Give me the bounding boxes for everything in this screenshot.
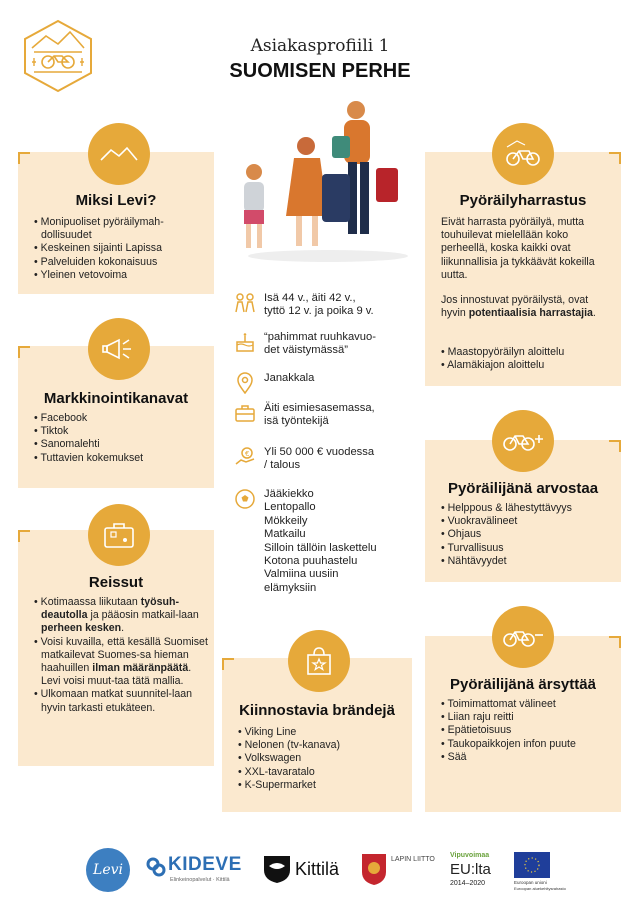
list-item: • Taukopaikkojen infon puute	[441, 738, 613, 751]
megaphone-icon	[101, 334, 137, 364]
fact-work	[234, 402, 414, 429]
list-item: • Nähtävyydet	[441, 555, 613, 568]
arsyttaa-list	[441, 698, 613, 764]
family-illustration	[228, 96, 418, 266]
list-item: • Vuokravälineet	[441, 515, 613, 528]
lapland-crest-icon	[360, 852, 388, 886]
list-item: • Sanomalehti	[34, 438, 206, 451]
page-title: Asiakasprofiili 1	[250, 36, 390, 56]
fact-family-text: Isä 44 v., äiti 42 v., tyttö 12 v. ja poika 9 v.	[264, 292, 374, 318]
list-item: • Facebook	[34, 412, 206, 425]
list-item: • Ulkomaan matkat suunnitel-laan hyvin tarkasti etukäteen.	[34, 688, 210, 714]
bike-minus-icon	[501, 625, 545, 649]
header-logo	[20, 18, 96, 94]
list-item: • Monipuoliset pyöräilymah-dollisuudet	[34, 216, 206, 242]
list-item: • Volkswagen	[238, 752, 408, 765]
list-item: • Voisi kuvailla, että kesällä Suomiset matkailevat Suomes-sa hieman haahuillen ilman määränpäätä. Levi voisi muut-taa tätä mallia.	[34, 636, 210, 689]
list-item: • Viking Line	[238, 726, 408, 739]
mountain-icon	[99, 144, 139, 164]
family-icon	[234, 292, 256, 314]
list-item: • Turvallisuus	[441, 542, 613, 555]
reissut-title: Reissut	[88, 574, 144, 591]
pyorailyharrastus-card	[425, 152, 621, 386]
briefcase-icon	[234, 402, 256, 424]
lapin-liitto-logo: LAPIN LIITTO	[360, 850, 452, 890]
vipuvoimaa-logo: Vipuvoimaa EU:lta 2014–2020	[450, 852, 491, 887]
list-item: • Keskeinen sijainti Lapissa	[34, 242, 206, 255]
svg-text:€: €	[245, 450, 250, 458]
fact-hobbies-text: Jääkiekko Lentopallo Mökkeily Matkailu Silloin tällöin laskettelu Kotona puuhastelu Valmiina uusiin elämyksiin	[264, 488, 377, 594]
fact-hobbies	[234, 488, 414, 595]
fact-work-text: Äiti esimiesasemassa, isä työntekijä	[264, 402, 375, 428]
kideve-logo: KIDEVE Elinkeinopalvelut · Kittilä	[146, 854, 254, 888]
fact-income	[234, 446, 414, 473]
eu-flag-icon	[514, 852, 550, 878]
bike-minus-icon-badge	[492, 606, 554, 668]
cake-icon	[234, 331, 256, 353]
footer-logos	[0, 840, 640, 900]
list-item: • Palveluiden kokonaisuus	[34, 256, 206, 269]
fact-location	[234, 372, 414, 394]
list-item: • Nelonen (tv-kanava)	[238, 739, 408, 752]
fact-family	[234, 292, 414, 319]
shopping-bag-icon	[303, 645, 335, 677]
suitcase-icon	[102, 520, 136, 550]
list-item: • Helppous & lähestyttävyys	[441, 502, 613, 515]
list-item: • Ohjaus	[441, 528, 613, 541]
page-subtitle: SUOMISEN PERHE	[229, 60, 411, 82]
list-item: • Yleinen vetovoima	[34, 269, 206, 282]
ball-icon	[234, 488, 256, 510]
shopping-bag-icon-badge	[288, 630, 350, 692]
arvostaa-list	[441, 502, 613, 568]
bike-plus-icon-badge	[492, 410, 554, 472]
fact-income-text: Yli 50 000 € vuodessa / talous	[264, 446, 375, 472]
pyorailyharrastus-text-2: Jos innostuvat pyöräilystä, ovat hyvin potentiaalisia harrastajia.	[441, 294, 596, 320]
mountain-bike-icon	[503, 139, 543, 169]
mountain-bike-icon-badge	[492, 123, 554, 185]
suitcase-icon-badge	[88, 504, 150, 566]
arvostaa-title: Pyöräilijänä arvostaa	[447, 480, 599, 497]
list-item: • Epätietoisuus	[441, 724, 613, 737]
fact-location-text: Janakkala	[264, 372, 315, 384]
list-item: • XXL-tavaratalo	[238, 766, 408, 779]
money-hand-icon	[234, 446, 256, 468]
list-item: • K-Supermarket	[238, 779, 408, 792]
markkinointikanavat-title: Markkinointikanavat	[43, 390, 189, 407]
list-item: • Sää	[441, 751, 613, 764]
mountain-icon-badge	[88, 123, 150, 185]
list-item: • Tuttavien kokemukset	[34, 452, 206, 465]
chain-icon	[146, 856, 166, 878]
list-item: • Liian raju reitti	[441, 711, 613, 724]
pyorailyharrastus-title: Pyöräilyharrastus	[459, 192, 587, 209]
list-item: • Toimimattomat välineet	[441, 698, 613, 711]
pyorailyharrastus-list	[441, 346, 613, 372]
reissut-list	[34, 596, 210, 715]
brandit-list	[238, 726, 408, 792]
list-item: • Alamäkiajon aloittelu	[441, 359, 613, 372]
list-item: • Tiktok	[34, 425, 206, 438]
levi-logo: Levi	[86, 848, 130, 892]
pyorailyharrastus-text-1: Eivät harrasta pyöräilyä, mutta touhuilevat mielellään koko perheellä, koska kaikki ovat liikunnallisia ja tykkäävät kokeilla uutta.	[441, 216, 595, 281]
miksi-levi-title: Miksi Levi?	[75, 192, 157, 209]
miksi-levi-list	[34, 216, 206, 282]
kittila-logo: Kittilä	[262, 854, 352, 888]
markkinointikanavat-list	[34, 412, 206, 465]
eu-flag-logo: Euroopan unioni Euroopan aluekehitysrahasto	[514, 852, 574, 892]
fact-age	[234, 331, 414, 358]
list-item: • Maastopyöräilyn aloittelu	[441, 346, 613, 359]
location-pin-icon	[234, 372, 256, 394]
bike-plus-icon	[501, 429, 545, 453]
fact-age-text: “pahimmat ruuhkavuo- det väistymässä”	[264, 331, 376, 357]
brandit-title: Kiinnostavia brändejä	[239, 702, 395, 719]
arsyttaa-title: Pyöräilijänä ärsyttää	[450, 676, 596, 693]
list-item: • Kotimaassa liikutaan työsuh-deautolla ja pääosin matkail-laan perheen kesken.	[34, 596, 210, 636]
kittila-crest-icon	[262, 854, 292, 884]
bike-badge-icon	[20, 18, 96, 94]
megaphone-icon-badge	[88, 318, 150, 380]
